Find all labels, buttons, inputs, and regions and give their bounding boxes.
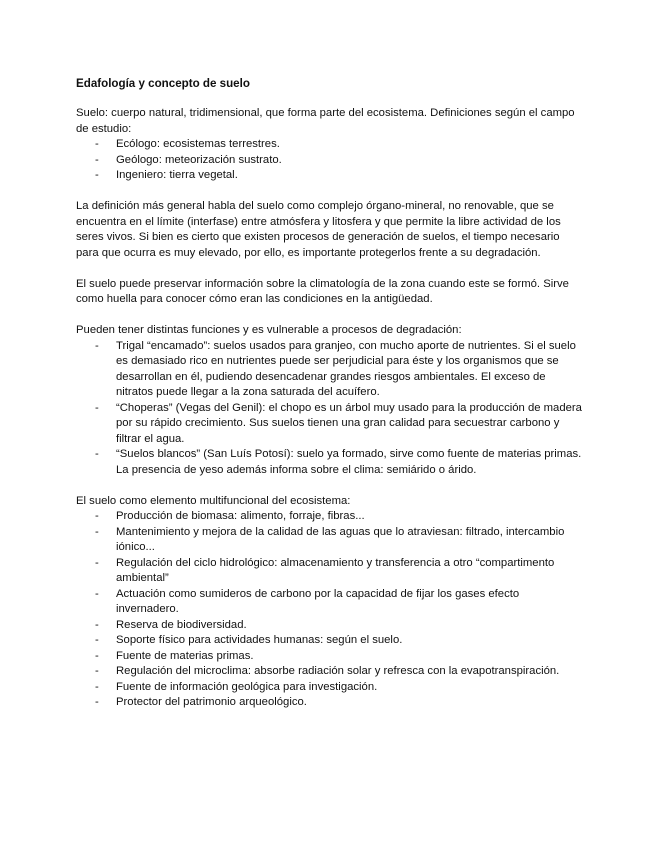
functions-intro: El suelo como elemento multifuncional del ecosistema: — [76, 494, 351, 507]
list-item: - “Choperas” (Vegas del Genil): el chopo es un árbol muy usado para la producción de madera por su rápido crecimiento. Sus suelos tienen una gran calidad para secuestrar carbono y filtrar el agua. — [76, 401, 585, 448]
intro-paragraph: Suelo: cuerpo natural, tridimensional, que forma parte del ecosistema. Definiciones según el campo de estudio: — [76, 107, 575, 135]
definitions-list — [76, 137, 585, 184]
list-item: - Fuente de información geológica para investigación. — [76, 680, 585, 696]
list-item: - Protector del patrimonio arqueológico. — [76, 695, 585, 711]
degradation-list — [76, 339, 585, 479]
list-item: - Mantenimiento y mejora de la calidad de las aguas que lo atraviesan: filtrado, intercambio iónico... — [76, 525, 585, 556]
list-item: - Trigal “encamado”: suelos usados para granjeo, con mucho aporte de nutrientes. Si el suelo es demasiado rico en nutrientes puede ser perjudicial para éste y los organismos que se desarrollan en él, pudiendo desencadenar grandes riesgos ambientales. El exceso de nitratos puede llegar a la zona saturada del acuífero. — [76, 339, 585, 401]
list-item: - Ingeniero: tierra vegetal. — [76, 168, 585, 184]
list-item: - “Suelos blancos” (San Luís Potosí): suelo ya formado, sirve como fuente de materias primas. La presencia de yeso además informa sobre el clima: semiárido o árido. — [76, 447, 585, 478]
list-item: - Geólogo: meteorización sustrato. — [76, 153, 585, 169]
climate-paragraph: El suelo puede preservar información sobre la climatología de la zona cuando este se formó. Sirve como huella para conocer cómo eran las condiciones en la antigüedad. — [76, 277, 569, 305]
list-item: - Soporte físico para actividades humanas: según el suelo. — [76, 633, 585, 649]
list-item: - Regulación del microclima: absorbe radiación solar y refresca con la evapotranspiración. — [76, 664, 585, 680]
list-item: - Fuente de materias primas. — [76, 649, 585, 665]
list-item: - Actuación como sumideros de carbono por la capacidad de fijar los gases efecto invernadero. — [76, 587, 585, 618]
list-item: - Regulación del ciclo hidrológico: almacenamiento y transferencia a otro “compartimento ambiental” — [76, 556, 585, 587]
list-item: - Producción de biomasa: alimento, forraje, fibras... — [76, 509, 585, 525]
degradation-intro: Pueden tener distintas funciones y es vulnerable a procesos de degradación: — [76, 324, 462, 336]
general-definition-paragraph: La definición más general habla del suelo como complejo órgano-mineral, no renovable, que se encuentra en el límite (interfase) entre atmósfera y litosfera y que permite la libre actividad de los seres vivos. Si bien es cierto que existen procesos de generación de suelos, el tiempo necesario para que ocurra es muy elevado, por ello, es importante protegerlos frente a su degradación. — [76, 200, 561, 259]
list-item: - Reserva de biodiversidad. — [76, 618, 585, 634]
functions-list — [76, 509, 585, 711]
document-title: Edafología y concepto de suelo — [76, 77, 250, 90]
list-item: - Ecólogo: ecosistemas terrestres. — [76, 137, 585, 153]
